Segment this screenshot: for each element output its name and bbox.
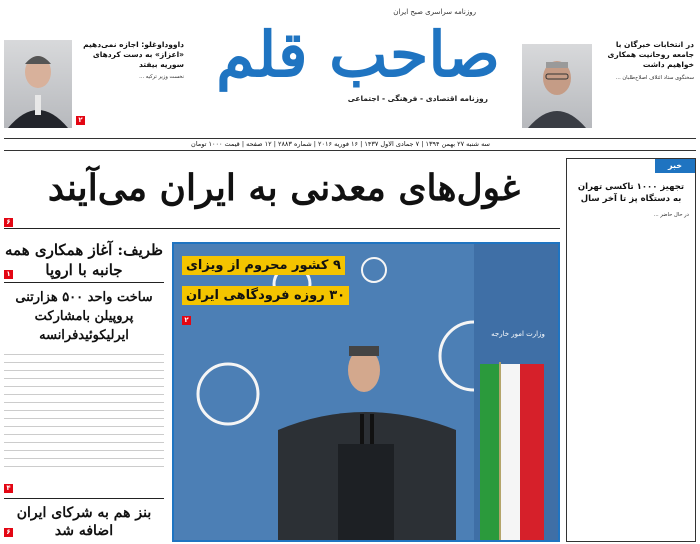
- right-top-portrait: [522, 44, 592, 128]
- left-top-page: ۲: [76, 116, 85, 125]
- khabar-box[interactable]: [566, 158, 696, 542]
- left-rule-1: [4, 282, 164, 283]
- story-benz[interactable]: [4, 504, 164, 540]
- story-propylene-page: ۴: [4, 484, 13, 493]
- left-column: [4, 234, 164, 542]
- center-photo[interactable]: [172, 242, 560, 542]
- masthead-subtitle: روزنامه اقتصادی - فرهنگی - اجتماعی: [347, 94, 488, 103]
- photo-caption-1: ۹ کشور محروم از ویزای: [182, 256, 345, 275]
- main-headline[interactable]: غول‌های معدنی به ایران می‌آیند: [47, 167, 521, 209]
- tagline: روزنامه سراسری صبح ایران: [393, 8, 476, 16]
- story-propylene-body: [4, 349, 164, 469]
- photo-caption-2: ۳۰ روزه فرودگاهی ایران: [182, 286, 349, 305]
- headline-rule: [4, 228, 560, 229]
- main-headline-page: ۶: [4, 218, 13, 227]
- story-propylene-headline: ساخت واحد ۵۰۰ هزارتنی پروپیلن بامشارکت ایرلیکوئیدفرانسه: [15, 290, 153, 343]
- right-top-headline: در انتخابات خبرگان با جامعه روحانیت همکاری خواهیم داشت: [607, 40, 694, 69]
- story-zarif-headline: ظریف: آغاز همکاری همه جانبه با اروپا: [5, 241, 163, 279]
- left-top-portrait: [4, 40, 72, 128]
- story-propylene[interactable]: [4, 288, 164, 492]
- khabar-headline: تجهیز ۱۰۰۰ تاکسی تهران به دستگاه پز تا آخر سال: [577, 182, 685, 204]
- left-top-story[interactable]: [4, 40, 184, 136]
- dateline: سه شنبه ۲۷ بهمن ۱۳۹۴ | ۷ جمادی الاول ۱۴۳۷ | ۱۶ فوریه ۲۰۱۶ | شماره ۲۸۸۳ | ۱۲ صفحه | قیمت ۱۰۰۰ تومان: [191, 140, 490, 148]
- story-zarif-page: ۱: [4, 270, 13, 279]
- dateline-bar: [4, 138, 696, 151]
- khabar-body: در حال حاضر ...: [653, 212, 689, 218]
- logo: صاحب قلم: [216, 18, 500, 91]
- left-top-body: نخست وزیر ترکیه ...: [139, 74, 184, 80]
- story-zarif[interactable]: [4, 240, 164, 280]
- khabar-label: خبر: [655, 159, 695, 173]
- right-top-body: سخنگوی ستاد ائتلاف اصلاح‌طلبان ...: [615, 75, 694, 81]
- right-top-story[interactable]: [522, 40, 694, 136]
- story-benz-page: ۶: [4, 528, 13, 537]
- story-benz-headline: بنز هم به شرکای ایران اضافه شد: [16, 505, 152, 539]
- photo-page: ۲: [182, 316, 191, 325]
- photo-sign: وزارت امور خارجه: [491, 330, 545, 338]
- left-rule-2: [4, 498, 164, 499]
- left-top-headline: داووداوغلو: اجازه نمی‌دهیم «اعزاز» به دست کردهای سوریه بیفتد: [83, 40, 184, 69]
- masthead: [200, 4, 516, 132]
